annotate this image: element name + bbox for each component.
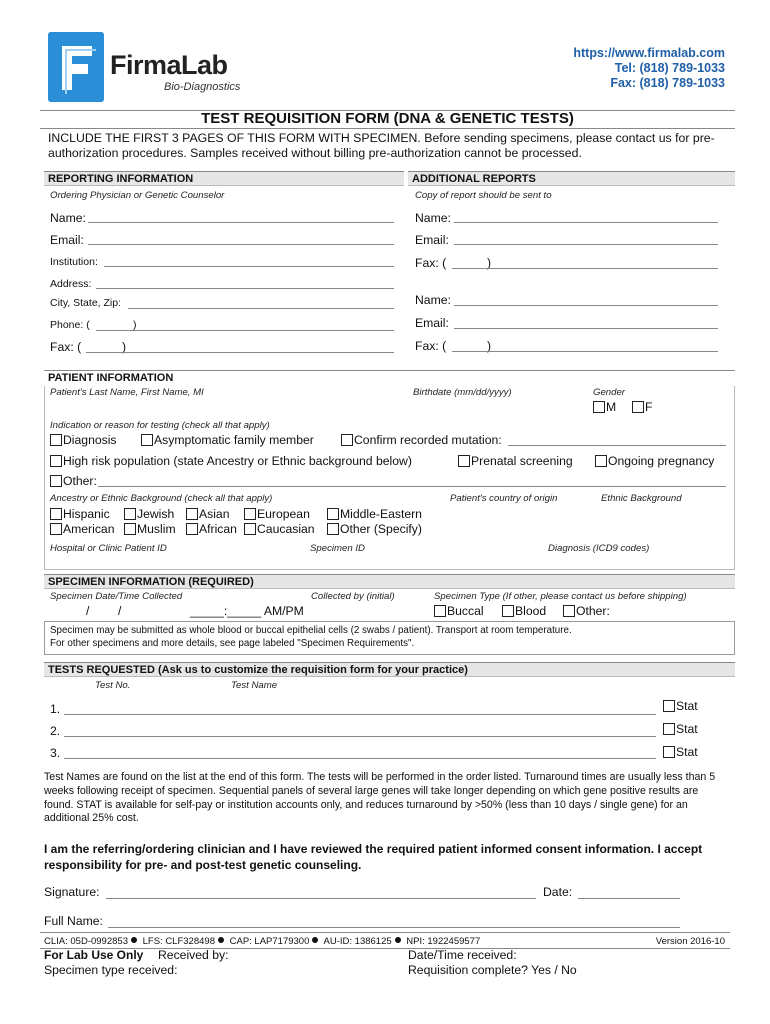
checkbox[interactable] — [434, 605, 446, 617]
gender-label: Gender — [593, 387, 625, 398]
checkbox[interactable] — [563, 605, 575, 617]
checkbox-label: African — [199, 522, 237, 536]
accreditation-line — [44, 936, 480, 947]
brand-name: FirmaLab — [110, 50, 228, 80]
lfs-text: LFS: CLF328498 — [142, 936, 215, 947]
gender-m-label: M — [606, 400, 617, 414]
reporting-institution-field[interactable] — [104, 266, 394, 267]
reporting-name-field[interactable] — [88, 222, 394, 223]
checkbox[interactable] — [50, 475, 62, 487]
bullet-icon — [395, 937, 401, 943]
test-row-3-no: 3. — [50, 746, 61, 760]
gender-m[interactable] — [593, 400, 616, 414]
ancestry-american[interactable] — [50, 522, 114, 536]
signature-label: Signature: — [44, 885, 100, 899]
checkbox[interactable] — [141, 434, 153, 446]
checkbox[interactable] — [50, 434, 62, 446]
received-by-label: Received by: — [158, 948, 229, 962]
reporting-fax-close: ) — [122, 340, 127, 354]
reporting-phone-label: Phone: ( — [50, 319, 90, 331]
checkbox[interactable] — [663, 700, 675, 712]
additional-fax-close: ) — [487, 256, 492, 270]
checkbox-label: High risk population (state Ancestry or Ethnic background below) — [63, 454, 412, 468]
date-slash-2: / — [118, 604, 122, 618]
checkbox-label: Other: — [576, 604, 610, 618]
ancestry-middle-eastern[interactable] — [327, 507, 422, 521]
reporting-phone-field[interactable] — [96, 330, 394, 331]
reporting-heading: REPORTING INFORMATION — [44, 171, 404, 186]
patient-name-label: Patient's Last Name, First Name, MI — [50, 387, 204, 398]
specimen-date-label: Specimen Date/Time Collected — [50, 591, 183, 602]
cap-text: CAP: LAP7179300 — [229, 936, 310, 947]
test-name-col: Test Name — [231, 680, 278, 691]
checkbox-label: Hispanic — [63, 507, 110, 521]
collected-by-label: Collected by (initial) — [311, 591, 395, 602]
checkbox[interactable] — [244, 523, 256, 535]
additional-email-field[interactable] — [454, 244, 718, 245]
specimen-type-label: Specimen Type (If other, please contact us before shipping) — [434, 591, 687, 602]
reporting-institution-label: Institution: — [50, 256, 98, 268]
footer-rule — [40, 932, 730, 933]
gender-f-checkbox[interactable] — [632, 401, 644, 413]
test-row-2-no: 2. — [50, 724, 61, 738]
ancestry-european[interactable] — [244, 507, 310, 521]
time-field[interactable]: _____:_____ AM/PM — [190, 604, 304, 618]
checkbox-label: Jewish — [137, 507, 175, 521]
gender-f-label: F — [645, 400, 653, 414]
ancestry-muslim[interactable] — [124, 522, 176, 536]
bullet-icon — [131, 937, 137, 943]
version-text: Version 2016-10 — [655, 936, 725, 947]
checkbox[interactable] — [502, 605, 514, 617]
checkbox[interactable] — [458, 455, 470, 467]
lab-use-label: For Lab Use Only — [44, 948, 144, 962]
additional-fax2-close: ) — [487, 339, 492, 353]
diagnosis-codes-label: Diagnosis (ICD9 codes) — [548, 543, 650, 554]
checkbox-label: Prenatal screening — [471, 454, 573, 468]
additional-heading: ADDITIONAL REPORTS — [408, 171, 735, 186]
clia-text: CLIA: 05D-0992853 — [44, 936, 128, 947]
ancestry-asian[interactable] — [186, 507, 230, 521]
checkbox-label: Stat — [676, 722, 698, 736]
indication-diagnosis[interactable] — [50, 433, 117, 447]
gender-f[interactable] — [632, 400, 652, 414]
checkbox[interactable] — [595, 455, 607, 467]
test-row-3-field[interactable] — [64, 758, 656, 759]
reporting-name-label: Name: — [50, 211, 86, 225]
website-link[interactable]: https://www.firmalab.com — [573, 46, 725, 60]
additional-email2-field[interactable] — [454, 328, 718, 329]
type-blood[interactable] — [502, 604, 546, 618]
full-name-label: Full Name: — [44, 914, 103, 928]
test-row-1-stat[interactable] — [663, 699, 698, 713]
checkbox-label: Middle-Eastern — [340, 507, 422, 521]
consent-statement: I am the referring/ordering clinician and I have reviewed the required patient informed consent information. I accept responsibility for pre- and post-test genetic counseling. — [44, 842, 703, 872]
reporting-fax-field[interactable] — [86, 352, 394, 353]
checkbox[interactable] — [663, 723, 675, 735]
checkbox[interactable] — [327, 523, 339, 535]
birthdate-label: Birthdate (mm/dd/yyyy) — [413, 387, 512, 398]
test-row-1-field[interactable] — [64, 714, 656, 715]
specimen-id-label: Specimen ID — [310, 543, 365, 554]
checkbox[interactable] — [186, 508, 198, 520]
reporting-phone-close: ) — [133, 319, 137, 331]
reporting-fax-label: Fax: ( — [50, 340, 82, 354]
reporting-address-field[interactable] — [96, 288, 394, 289]
checkbox-label: Ongoing pregnancy — [608, 454, 715, 468]
datetime-received-label: Date/Time received: — [408, 948, 517, 962]
checkbox-label: Asian — [199, 507, 230, 521]
contact-block — [573, 46, 725, 91]
indication-asymptomatic[interactable] — [141, 433, 314, 447]
checkbox[interactable] — [244, 508, 256, 520]
country-label: Patient's country of origin — [450, 493, 558, 504]
ancestry-other-specify[interactable] — [327, 522, 422, 536]
hospital-id-label: Hospital or Clinic Patient ID — [50, 543, 167, 554]
patient-heading: PATIENT INFORMATION — [44, 371, 735, 386]
additional-name2-label: Name: — [415, 293, 451, 307]
bullet-icon — [218, 937, 224, 943]
indication-pregnancy[interactable] — [595, 454, 714, 468]
checkbox-label: Stat — [676, 745, 698, 759]
additional-fax2-label: Fax: ( — [415, 339, 447, 353]
reporting-email-field[interactable] — [88, 244, 394, 245]
specimen-note-1: Specimen may be submitted as whole blood or buccal epithelial cells (2 swabs / patient). Transport at room temperature. — [50, 625, 572, 636]
date-slash-1: / — [86, 604, 90, 618]
additional-fax-label: Fax: ( — [415, 256, 447, 270]
checkbox-label: Asymptomatic family member — [154, 433, 314, 447]
reporting-email-label: Email: — [50, 233, 84, 247]
reporting-city-field[interactable] — [128, 308, 394, 309]
form-intro: INCLUDE THE FIRST 3 PAGES OF THIS FORM WITH SPECIMEN. Before sending specimens, please contact us for pre-authorization procedures. Samples received without billing pre-authorization cannot be processed. — [48, 131, 715, 160]
specimen-note-2: For other specimens and more details, see page labeled "Specimen Requirements". — [50, 638, 415, 649]
checkbox-label: Stat — [676, 699, 698, 713]
checkbox[interactable] — [50, 508, 62, 520]
requisition-complete-label: Requisition complete? Yes / No — [408, 963, 577, 977]
firmalab-logo-icon — [48, 32, 104, 102]
test-row-2-field[interactable] — [64, 736, 656, 737]
auid-text: AU-ID: 1386125 — [323, 936, 392, 947]
tests-note: Test Names are found on the list at the end of this form. The tests will be performed in the order listed. Turnaround times are usually less than 5 weeks following receipt of specimen. Sequential panels of several large genes will take longer depending on which gene positive results are found. STAT is available for self-pay or institution accounts only, and reduces turnaround by >50% (less than 10 days / single gene) for an additional 25% cost. — [44, 771, 716, 825]
date-field[interactable] — [578, 898, 680, 899]
specimen-heading: SPECIMEN INFORMATION (REQUIRED) — [44, 574, 735, 589]
signature-field[interactable] — [106, 898, 536, 899]
ancestry-label: Ancestry or Ethnic Background (check all that apply) — [50, 493, 273, 504]
indication-confirm[interactable] — [341, 433, 502, 447]
ancestry-caucasian[interactable] — [244, 522, 315, 536]
type-buccal[interactable] — [434, 604, 484, 618]
bullet-icon — [312, 937, 318, 943]
additional-fax-field[interactable] — [452, 268, 718, 269]
tel-text: Tel: (818) 789-1033 — [614, 61, 725, 75]
gender-m-checkbox[interactable] — [593, 401, 605, 413]
ancestry-african[interactable] — [186, 522, 237, 536]
type-other[interactable] — [563, 604, 610, 618]
test-row-2-stat[interactable] — [663, 722, 698, 736]
ethnic-label: Ethnic Background — [601, 493, 682, 504]
reporting-address-label: Address: — [50, 278, 92, 290]
indication-prenatal[interactable] — [458, 454, 573, 468]
checkbox[interactable] — [50, 523, 62, 535]
checkbox[interactable] — [663, 746, 675, 758]
reporting-sub: Ordering Physician or Genetic Counselor — [50, 190, 225, 201]
additional-email2-label: Email: — [415, 316, 449, 330]
checkbox[interactable] — [124, 523, 136, 535]
checkbox-label: Muslim — [137, 522, 176, 536]
npi-text: NPI: 1922459577 — [406, 936, 481, 947]
specimen-type-received-label: Specimen type received: — [44, 963, 178, 977]
fax-text: Fax: (818) 789-1033 — [610, 76, 725, 90]
checkbox-label: Diagnosis — [63, 433, 117, 447]
date-label: Date: — [543, 885, 573, 899]
additional-fax2-field[interactable] — [452, 351, 718, 352]
checkbox-label: Other: — [63, 474, 97, 488]
indication-high-risk[interactable] — [50, 454, 412, 468]
indication-other-field[interactable] — [98, 486, 726, 487]
checkbox-label: Blood — [515, 604, 547, 618]
form-title: TEST REQUISITION FORM (DNA & GENETIC TESTS) — [201, 110, 574, 127]
test-row-1-no: 1. — [50, 702, 61, 716]
additional-name-label: Name: — [415, 211, 451, 225]
brand-subtitle: Bio-Diagnostics — [164, 81, 241, 93]
additional-name2-field[interactable] — [454, 305, 718, 306]
checkbox[interactable] — [341, 434, 353, 446]
confirm-mutation-field[interactable] — [508, 445, 726, 446]
reporting-city-label: City, State, Zip: — [50, 297, 121, 309]
checkbox-label: Caucasian — [257, 522, 315, 536]
checkbox[interactable] — [50, 455, 62, 467]
full-name-field[interactable] — [108, 927, 680, 928]
checkbox[interactable] — [186, 523, 198, 535]
ancestry-jewish[interactable] — [124, 507, 174, 521]
checkbox-label: Buccal — [447, 604, 484, 618]
footer-rule-2 — [40, 948, 730, 949]
indication-label: Indication or reason for testing (check all that apply) — [50, 420, 270, 431]
additional-name-field[interactable] — [454, 222, 718, 223]
additional-sub: Copy of report should be sent to — [415, 190, 552, 201]
ancestry-hispanic[interactable] — [50, 507, 110, 521]
test-row-3-stat[interactable] — [663, 745, 698, 759]
additional-email-label: Email: — [415, 233, 449, 247]
tests-heading: TESTS REQUESTED (Ask us to customize the requisition form for your practice) — [44, 662, 735, 677]
checkbox[interactable] — [327, 508, 339, 520]
checkbox-label: Confirm recorded mutation: — [354, 433, 502, 447]
checkbox[interactable] — [124, 508, 136, 520]
test-no-col: Test No. — [95, 680, 131, 691]
checkbox-label: Other (Specify) — [340, 522, 422, 536]
checkbox-label: European — [257, 507, 310, 521]
indication-other[interactable] — [50, 474, 97, 488]
checkbox-label: American — [63, 522, 115, 536]
